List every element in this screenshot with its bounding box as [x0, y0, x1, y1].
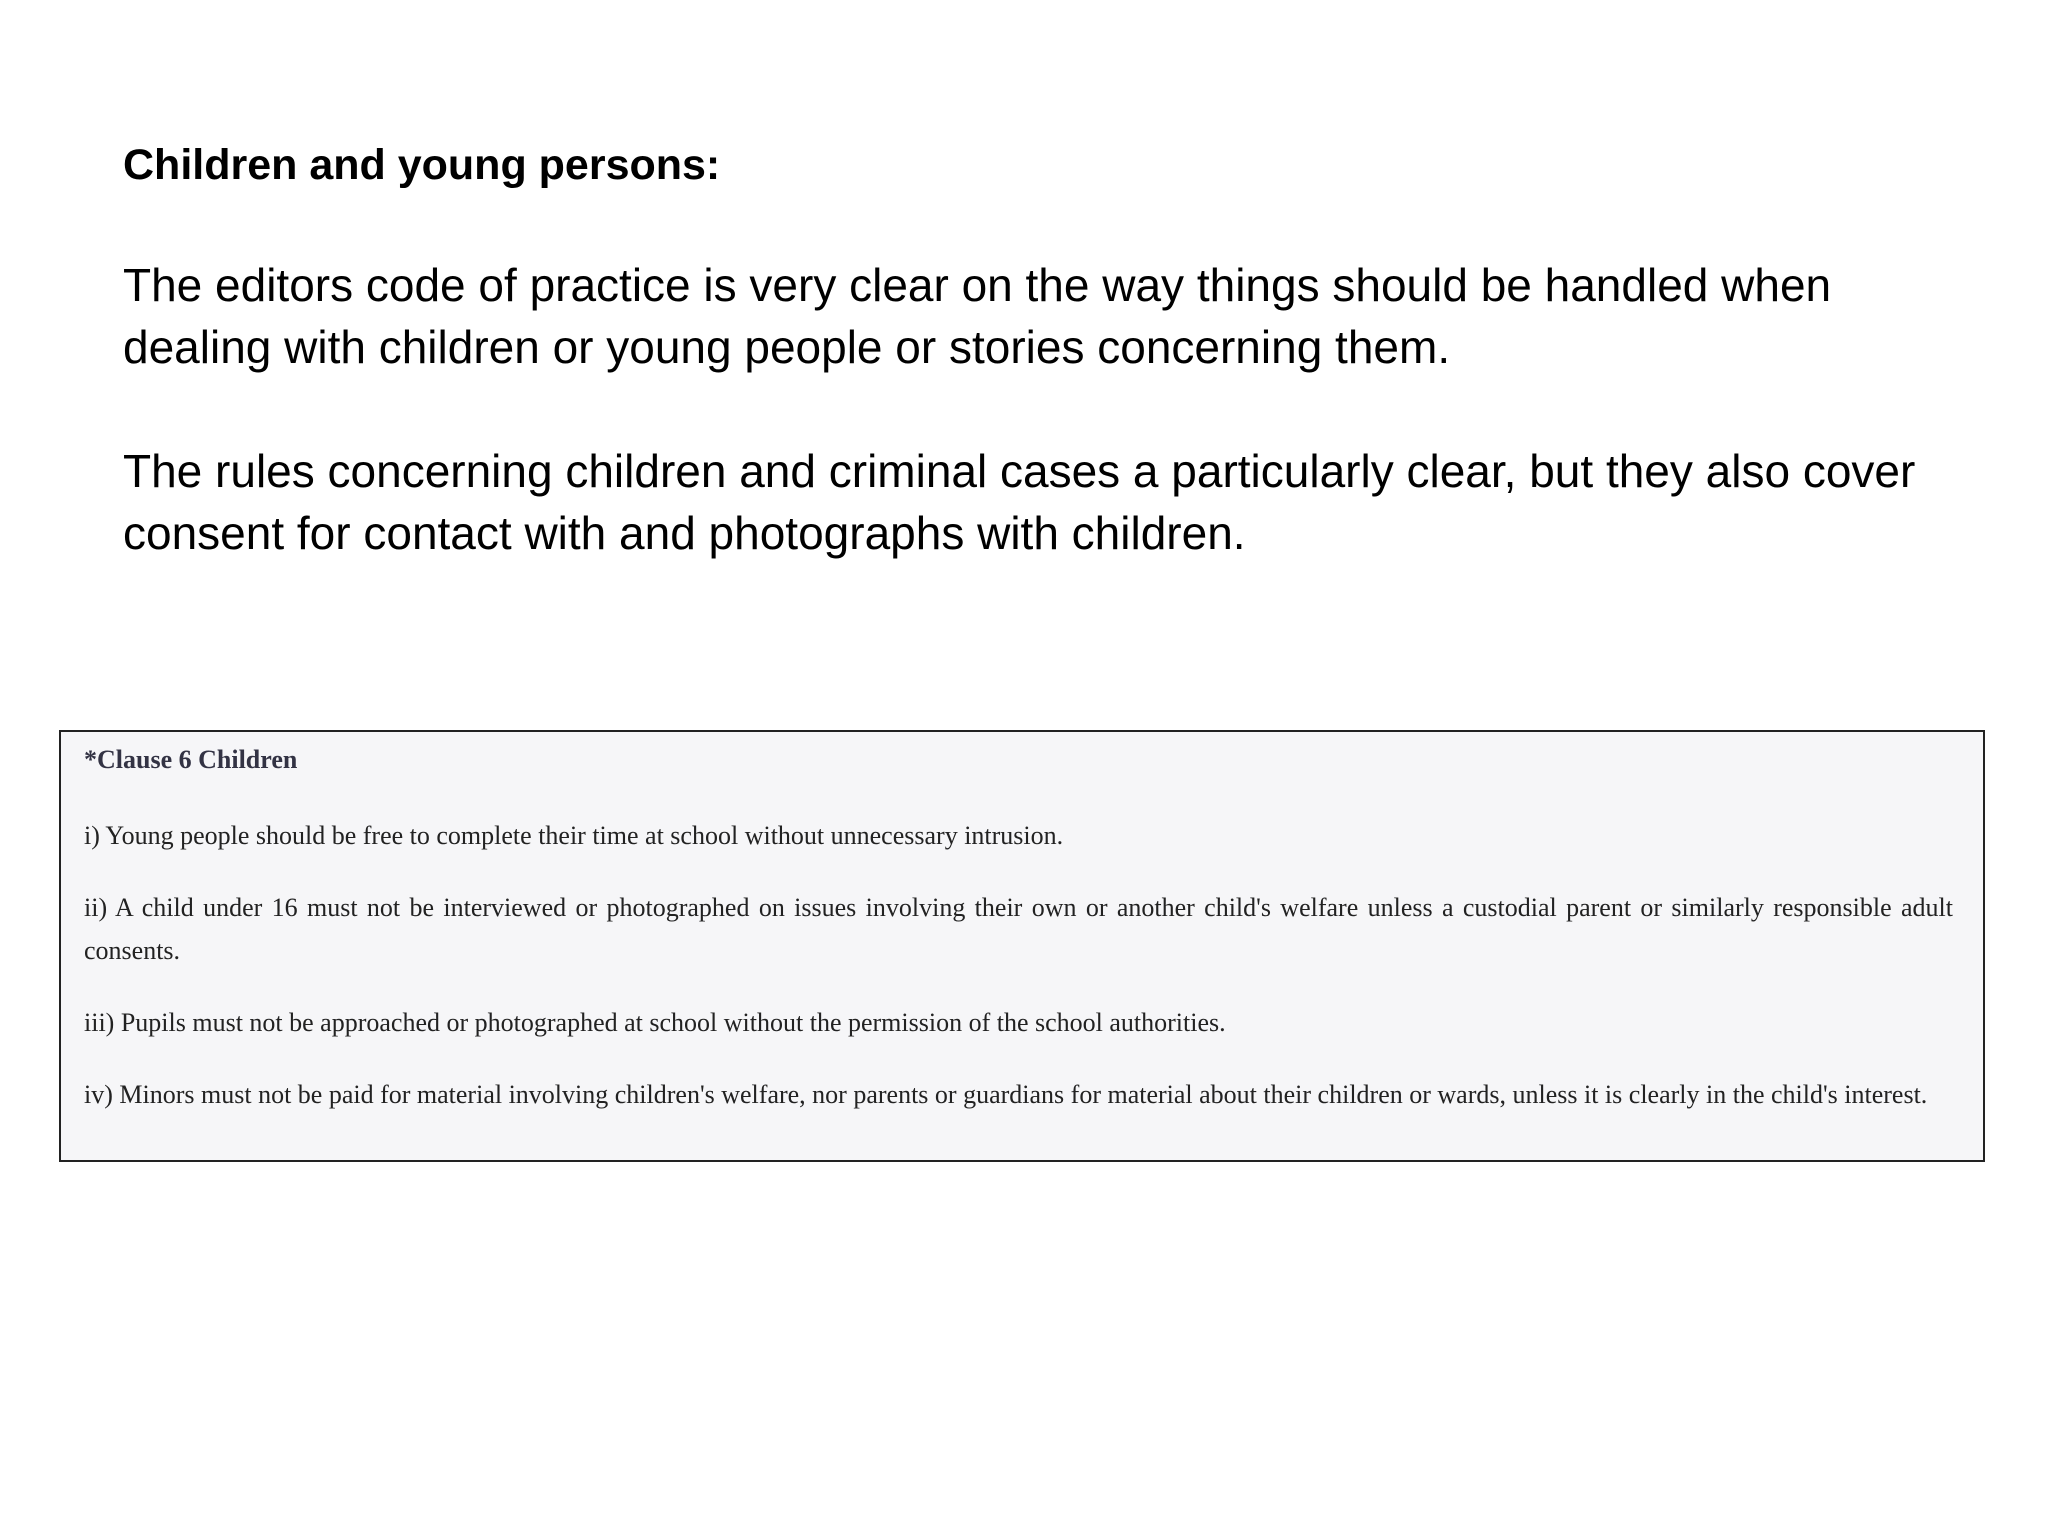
intro-paragraph: The editors code of practice is very clear on the way things should be handled when dealing with children or young people or stories concerning them. [123, 259, 1832, 373]
clause-item-iii: iii) Pupils must not be approached or photographed at school without the permission of the school authorities. [84, 1008, 1226, 1037]
clause-item-iv: iv) Minors must not be paid for material involving children's welfare, nor parents or guardians for material about their children or wards, unless it is clearly in the child's interest. [84, 1080, 1928, 1109]
slide-heading: Children and young persons: [123, 141, 721, 189]
clause-item-i: i) Young people should be free to complete their time at school without unnecessary intrusion. [84, 821, 1064, 850]
clause-item-ii: ii) A child under 16 must not be interviewed or photographed on issues involving their own or another child's welfare unless a custodial parent or similarly responsible adult consents. [84, 893, 1953, 965]
rules-paragraph: The rules concerning children and criminal cases a particularly clear, but they also cover consent for contact with and photographs with children. [123, 445, 1916, 559]
clause-excerpt-box [59, 730, 1985, 1162]
clause-title: *Clause 6 Children [84, 745, 298, 774]
